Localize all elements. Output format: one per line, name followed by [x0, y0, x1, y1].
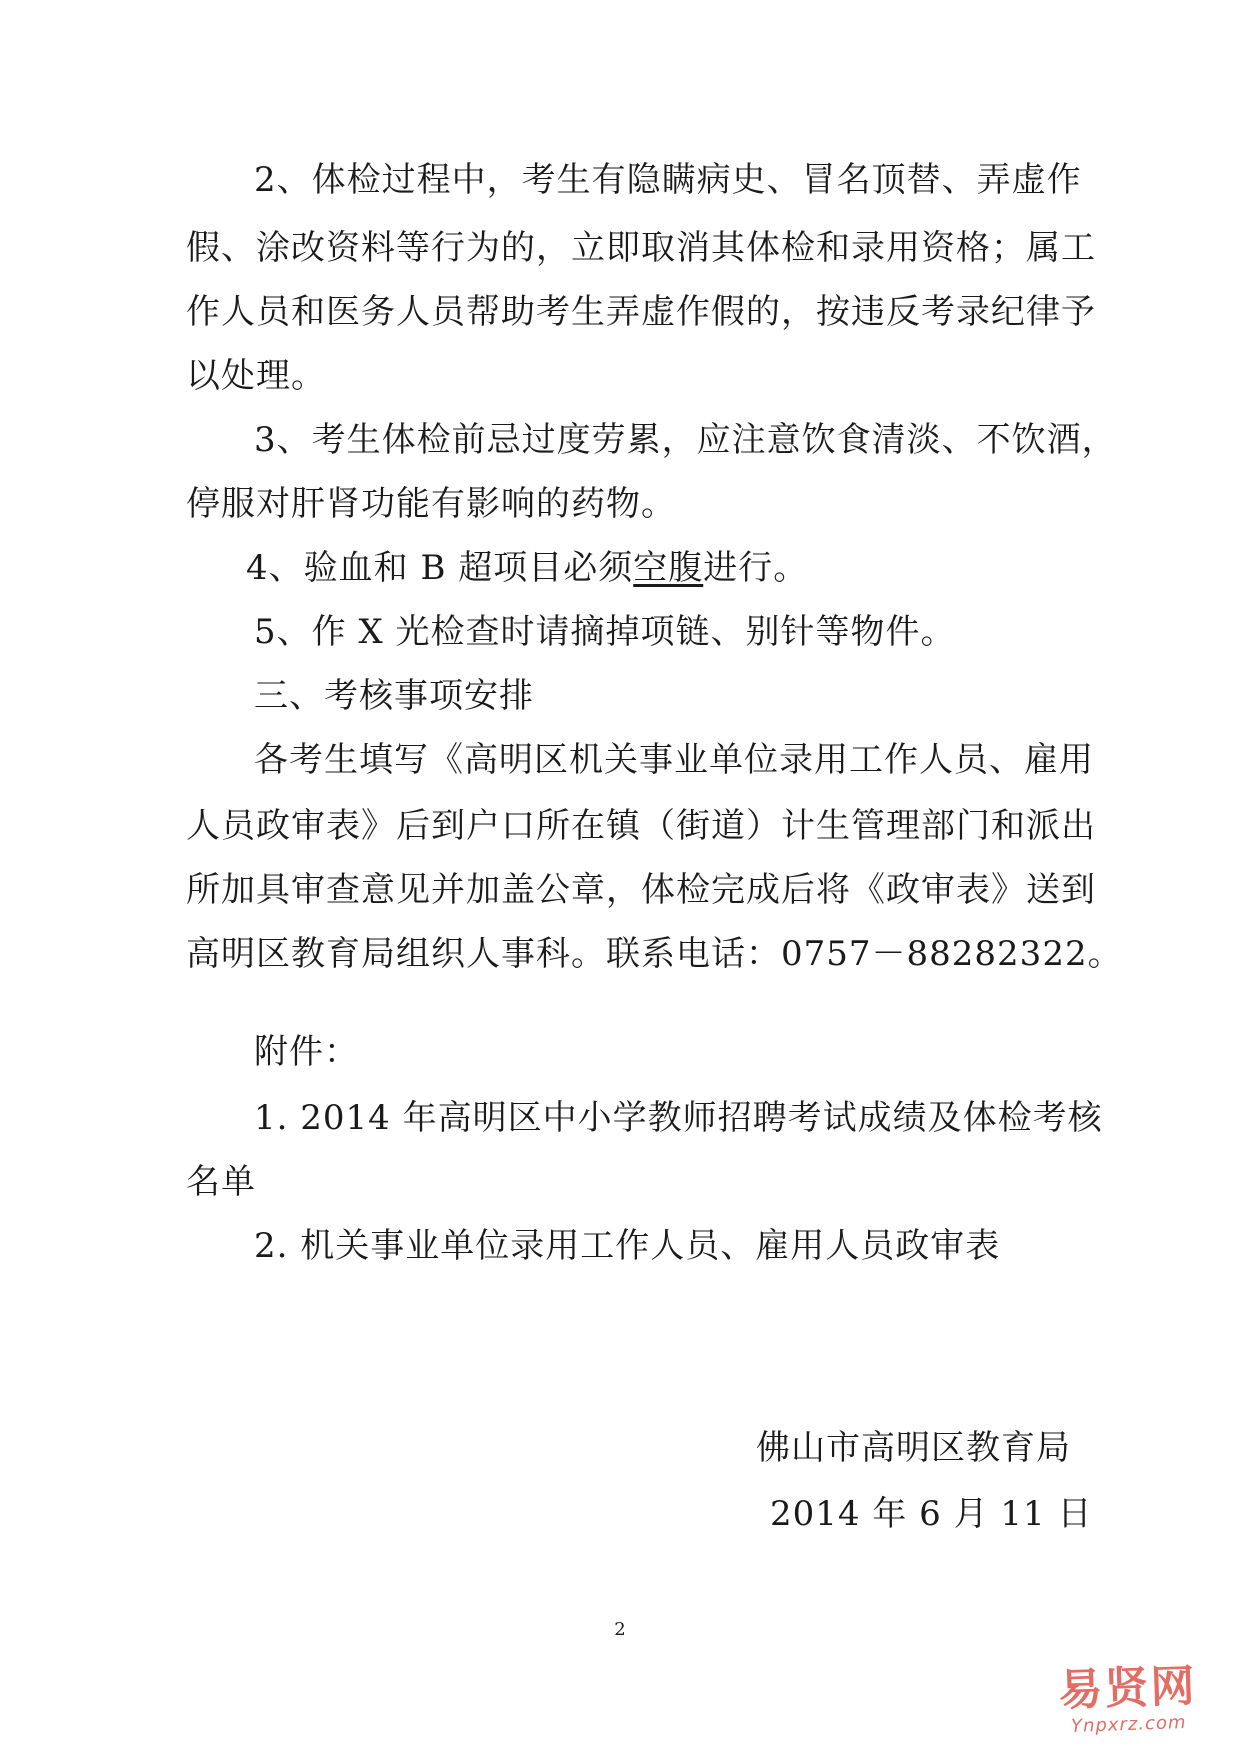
item-4-prefix: 4、验血和 B 超项目必须: [246, 548, 634, 588]
item-4-suffix: 进行。: [703, 548, 809, 588]
attachment-2: 2. 机关事业单位录用工作人员、雇用人员政审表: [254, 1226, 1001, 1266]
section-3-line-2: 人员政审表》后到户口所在镇（街道）计生管理部门和派出: [186, 806, 1096, 846]
watermark-logo: [1037, 1661, 1220, 1745]
signature-organization: 佛山市高明区教育局: [756, 1428, 1071, 1468]
section-3-line-3: 所加具审查意见并加盖公章，体检完成后将《政审表》送到: [186, 870, 1096, 910]
section-3-line-4: 高明区教育局组织人事科。联系电话：0757－88282322。: [186, 934, 1123, 974]
item-2-line-1: 2、体检过程中，考生有隐瞒病史、冒名顶替、弄虚作: [254, 160, 1082, 200]
attachments-label: 附件：: [254, 1032, 359, 1072]
item-4-emphasis: 空腹: [633, 548, 704, 588]
signature-date: 2014 年 6 月 11 日: [770, 1494, 1093, 1534]
item-2-line-4: 以处理。: [186, 356, 326, 396]
item-4-line: [246, 548, 808, 588]
item-2-line-3: 作人员和医务人员帮助考生弄虚作假的，按违反考录纪律予: [186, 292, 1096, 332]
attachment-1-line-1: 1. 2014 年高明区中小学教师招聘考试成绩及体检考核: [254, 1098, 1103, 1138]
item-5-line: 5、作 X 光检查时请摘掉项链、别针等物件。: [254, 612, 956, 652]
section-3-line-1: 各考生填写《高明区机关事业单位录用工作人员、雇用: [254, 740, 1094, 780]
item-2-line-2: 假、涂改资料等行为的，立即取消其体检和录用资格；属工: [186, 228, 1096, 268]
page-number: 2: [614, 1619, 626, 1640]
section-3-heading: 三、考核事项安排: [254, 676, 534, 716]
attachment-1-line-2: 名单: [186, 1162, 256, 1202]
watermark-name: 易贤网: [1057, 1660, 1198, 1717]
watermark-url: Ynpxrz.com: [1070, 1711, 1187, 1737]
item-3-line-2: 停服对肝肾功能有影响的药物。: [186, 484, 676, 524]
item-3-line-1: 3、考生体检前忌过度劳累，应注意饮食清淡、不饮酒，: [254, 420, 1117, 460]
